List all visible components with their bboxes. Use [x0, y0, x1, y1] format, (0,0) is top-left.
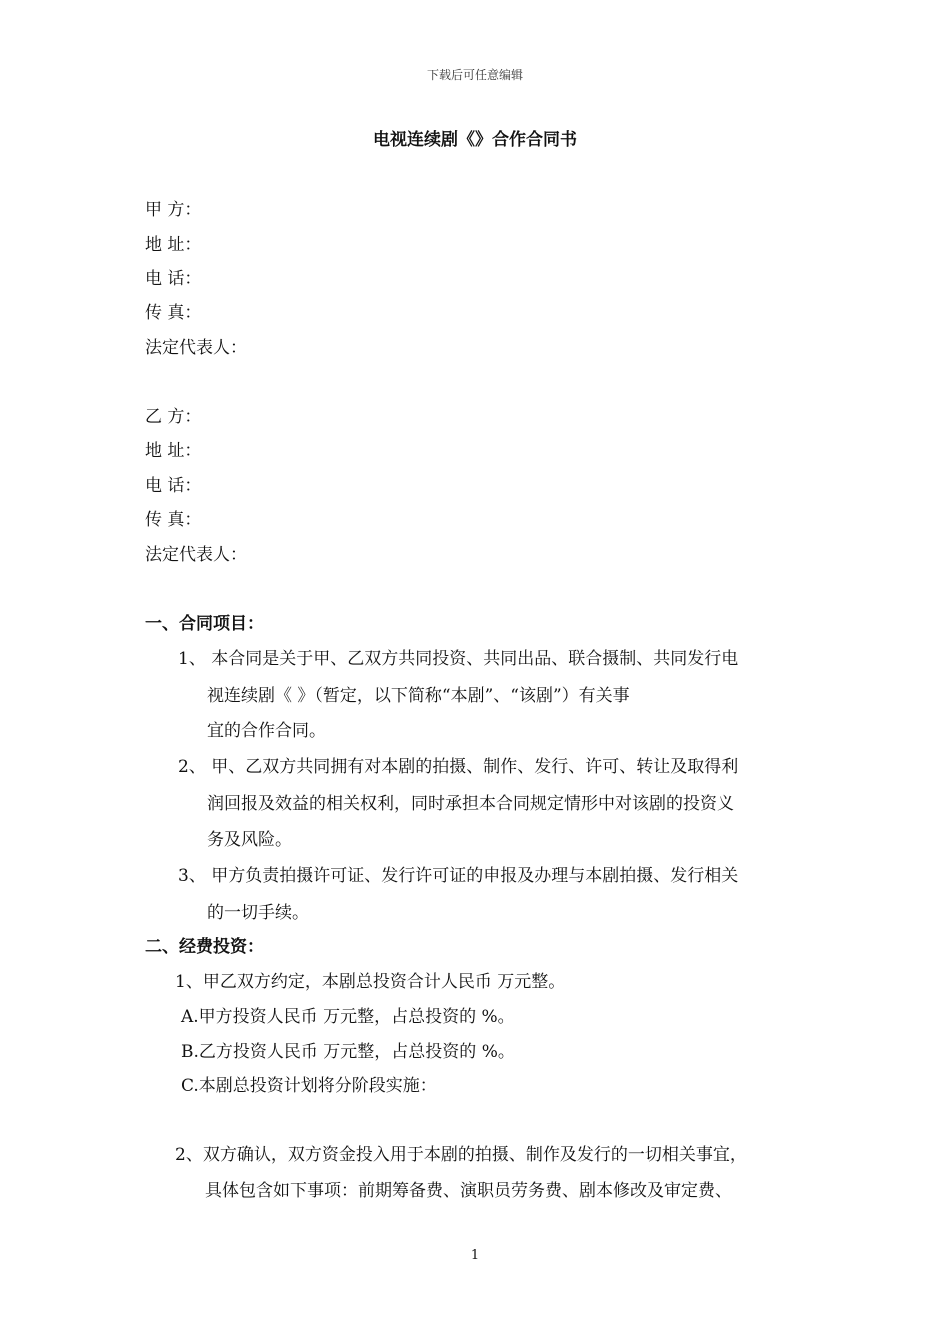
s1-item2-line2: 润回报及效益的相关权利，同时承担本合同规定情形中对该剧的投资义 [207, 794, 734, 814]
party-a-fax-label: 传 真： [145, 303, 202, 323]
party-a-address-label: 地 址： [145, 235, 202, 255]
section2-heading: 二、经费投资： [145, 937, 264, 957]
party-b-fax-label: 传 真： [145, 510, 202, 530]
s1-item2-line1: 2、 甲、乙双方共同拥有对本剧的拍摄、制作、发行、许可、转让及取得利 [178, 757, 739, 777]
s1-item1-line1: 1、 本合同是关于甲、乙双方共同投资、共同出品、联合摄制、共同发行电 [178, 649, 739, 669]
s1-item3-line1: 3、 甲方负责拍摄许可证、发行许可证的申报及办理与本剧拍摄、发行相关 [178, 866, 739, 886]
party-b-name-label: 乙 方： [145, 407, 202, 427]
party-b-rep-label: 法定代表人： [145, 545, 247, 565]
s1-item2-line3: 务及风险。 [207, 830, 292, 850]
page-header: 下载后可任意编辑 [426, 68, 523, 82]
s1-item3-line2: 的一切手续。 [207, 903, 309, 923]
s2-item-c: C.本剧总投资计划将分阶段实施： [181, 1076, 437, 1096]
s2-item-b: B.乙方投资人民币 万元整，占总投资的 %。 [181, 1042, 515, 1062]
s2-item1: 1、甲乙双方约定，本剧总投资合计人民币 万元整。 [175, 972, 566, 992]
s2-item2-line1: 2、双方确认，双方资金投入用于本剧的拍摄、制作及发行的一切相关事宜， [175, 1145, 747, 1165]
s1-item1-line2: 视连续剧《 》（暂定，以下简称“本剧”、“该剧”）有关事 [207, 686, 630, 706]
s1-item1-line3: 宜的合作合同。 [207, 721, 326, 741]
party-b-address-label: 地 址： [145, 441, 202, 461]
party-a-phone-label: 电 话： [145, 269, 202, 289]
page-number: 1 [470, 1248, 480, 1263]
s2-item-a: A.甲方投资人民币 万元整，占总投资的 %。 [181, 1007, 515, 1027]
section1-heading: 一、合同项目： [145, 614, 264, 634]
party-a-rep-label: 法定代表人： [145, 338, 247, 358]
party-b-phone-label: 电 话： [145, 476, 202, 496]
s2-item2-line2: 具体包含如下事项：前期筹备费、演职员劳务费、剧本修改及审定费、 [205, 1181, 732, 1201]
party-a-name-label: 甲 方： [145, 200, 202, 220]
document-title: 电视连续剧《》合作合同书 [373, 130, 577, 150]
